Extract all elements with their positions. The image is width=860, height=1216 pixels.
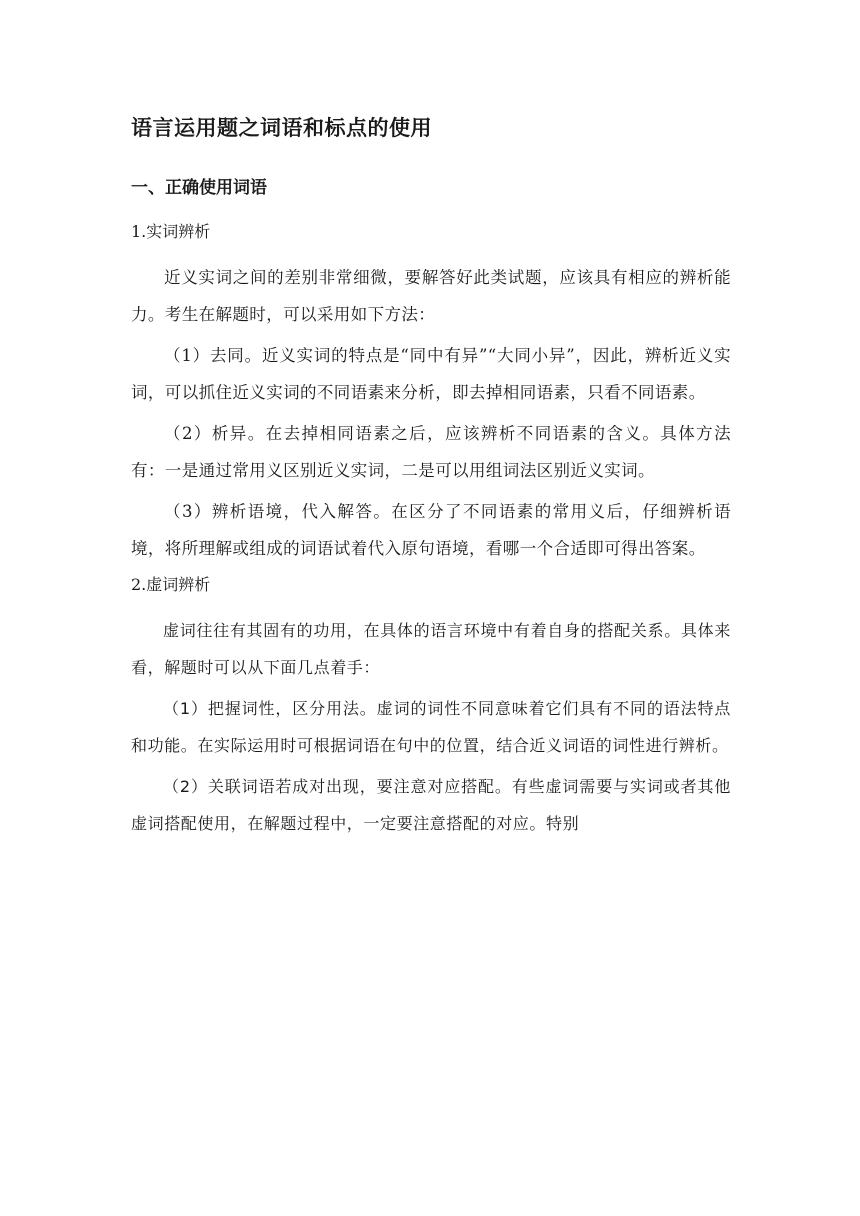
document-title: 语言运用题之词语和标点的使用 <box>131 116 432 140</box>
section-heading-correct-word-use: 一、正确使用词语 <box>131 178 267 198</box>
paragraph-function-method-2: （2）关联词语若成对出现，要注意对应搭配。有些虚词需要与实词或者其他虚词搭配使用，在解题过程中，一定要注意搭配的对应。特别 <box>131 777 731 833</box>
document-page <box>131 112 731 846</box>
paragraph-method-2: （2）析异。在去掉相同语素之后，应该辨析不同语素的含义。具体方法有：一是通过常用义区别近义实词，二是可以用组词法区别近义实词。 <box>131 424 731 480</box>
subsection-heading-function-words: 2.虚词辨析 <box>131 575 211 594</box>
paragraph-function-intro: 虚词往往有其固有的功用，在具体的语言环境中有着自身的搭配关系。具体来看，解题时可以从下面几点着手： <box>131 621 731 677</box>
paragraph-function-method-1: （1）把握词性，区分用法。虚词的词性不同意味着它们具有不同的语法特点和功能。在实际运用时可根据词语在句中的位置，结合近义词语的词性进行辨析。 <box>131 699 731 755</box>
paragraph-notional-intro: 近义实词之间的差别非常细微，要解答好此类试题，应该具有相应的辨析能力。考生在解题时，可以采用如下方法： <box>131 268 731 324</box>
paragraph-method-3: （3）辨析语境，代入解答。在区分了不同语素的常用义后，仔细辨析语境，将所理解或组成的词语试着代入原句语境，看哪一个合适即可得出答案。 <box>131 502 731 558</box>
subsection-heading-notional-words: 1.实词辨析 <box>131 222 211 241</box>
paragraph-method-1: （1）去同。近义实词的特点是“同中有异”“大同小异”，因此，辨析近义实词，可以抓住近义实词的不同语素来分析，即去掉相同语素，只看不同语素。 <box>131 346 731 402</box>
